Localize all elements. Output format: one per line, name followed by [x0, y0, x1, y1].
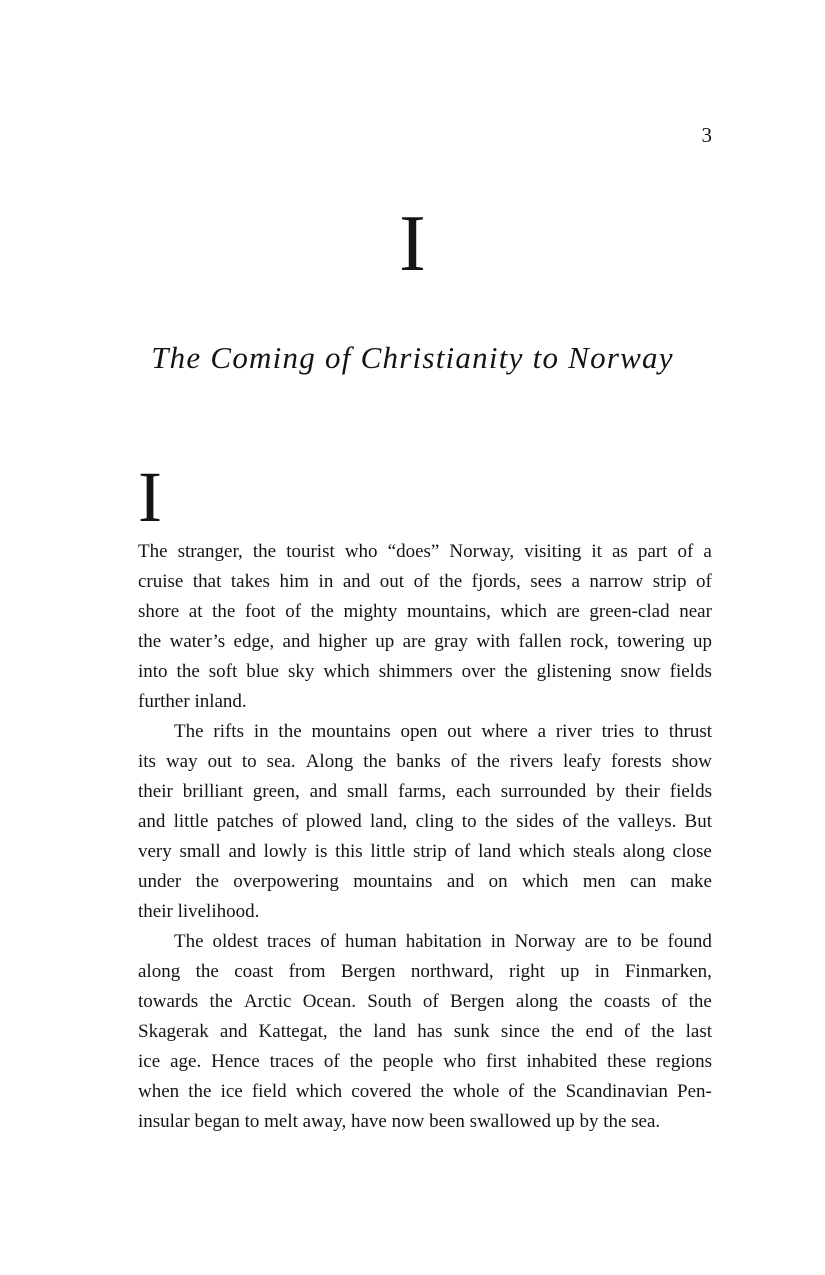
paragraph — [138, 537, 712, 717]
text-line: along the coast from Bergen northward, right up in Finmarken, — [138, 961, 712, 982]
text-line: when the ice field which covered the whole of the Scandinavian Pen- — [138, 1081, 712, 1102]
text-line: cruise that takes him in and out of the fjords, sees a narrow strip of — [138, 571, 712, 592]
chapter-title: The Coming of Christianity to Norway — [151, 340, 674, 375]
text-line: Skagerak and Kattegat, the land has sunk since the end of the last — [138, 1021, 712, 1042]
paragraph — [138, 927, 712, 1137]
text-line: The rifts in the mountains open out where a river tries to thrust — [174, 721, 712, 742]
body-text — [138, 537, 712, 1137]
text-line: towards the Arctic Ocean. South of Bergen along the coasts of the — [138, 991, 712, 1012]
text-line: insular began to melt away, have now been swallowed up by the sea. — [138, 1111, 661, 1132]
text-line: shore at the foot of the mighty mountains, which are green-clad near — [138, 601, 712, 622]
section-numeral: I — [138, 457, 162, 537]
text-line: under the overpowering mountains and on which men can make — [138, 871, 712, 892]
text-line: very small and lowly is this little strip of land which steals along close — [138, 841, 712, 862]
text-line: their livelihood. — [138, 901, 260, 922]
page-number: 3 — [701, 123, 712, 147]
text-line: ice age. Hence traces of the people who first inhabited these regions — [138, 1051, 712, 1072]
chapter-numeral: I — [399, 200, 426, 288]
text-line: further inland. — [138, 691, 247, 712]
text-line: into the soft blue sky which shimmers over the glistening snow fields — [138, 661, 712, 682]
text-line: and little patches of plowed land, cling to the sides of the valleys. But — [138, 811, 712, 832]
text-line: the water’s edge, and higher up are gray with fallen rock, towering up — [138, 631, 712, 652]
text-line: their brilliant green, and small farms, each surrounded by their fields — [138, 781, 712, 802]
text-line: The oldest traces of human habitation in Norway are to be found — [174, 931, 712, 952]
paragraph — [138, 717, 712, 927]
text-line: The stranger, the tourist who “does” Norway, visiting it as part of a — [138, 541, 712, 562]
text-line: its way out to sea. Along the banks of the rivers leafy forests show — [138, 751, 712, 772]
